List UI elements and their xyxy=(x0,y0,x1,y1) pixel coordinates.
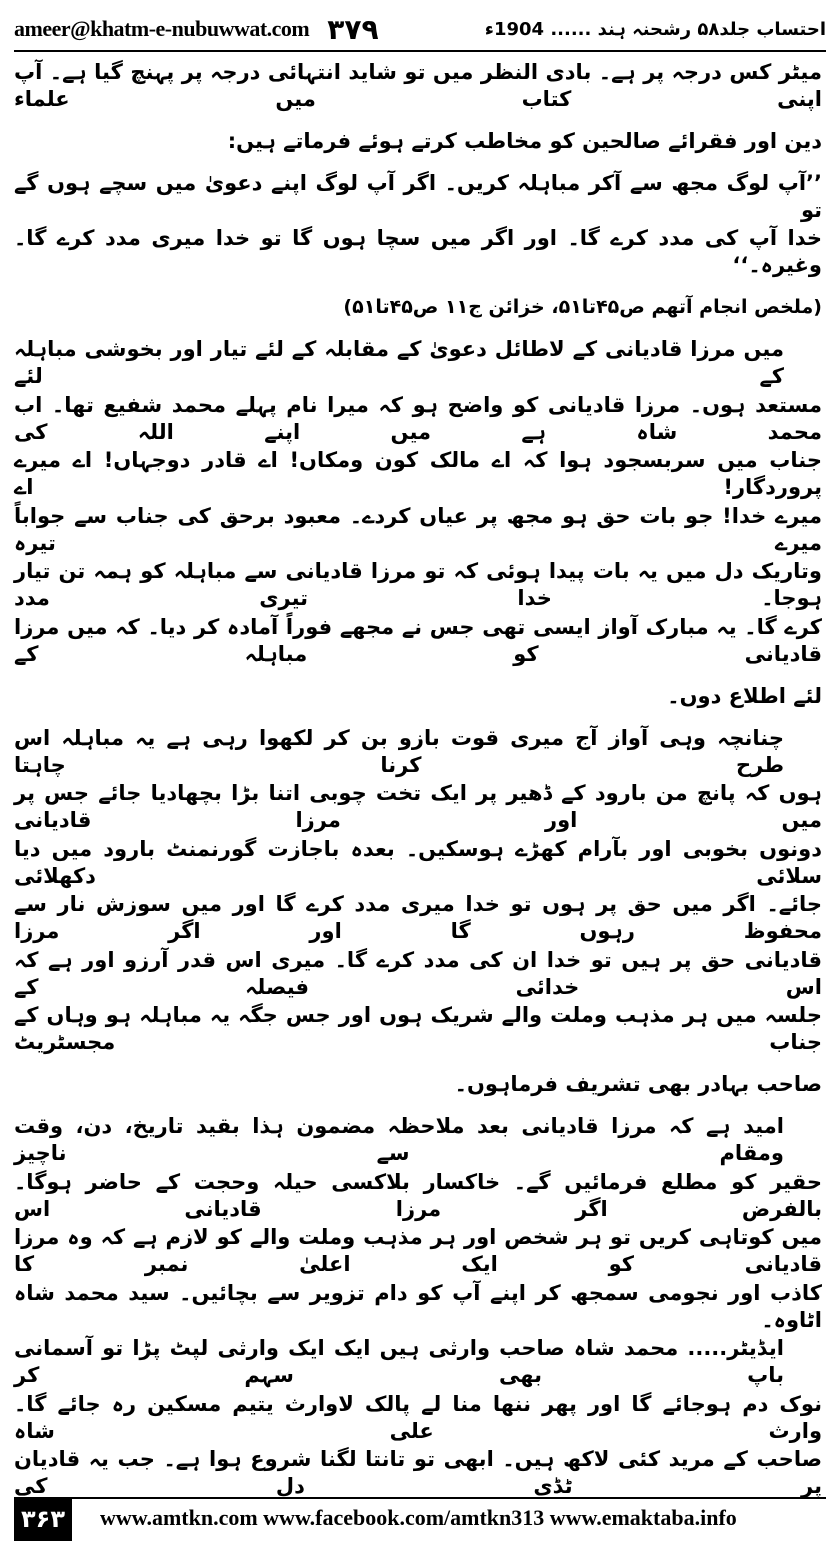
text-line-content: کرے گا۔ یہ مبارک آواز ایسی تھی جس نے مجھے فوراً آمادہ کر دیا۔ کہ میں مرزا قادیانی کو مباہلہ کے xyxy=(14,614,822,666)
text-line-content: میں مرزا قادیانی کے لاطائل دعویٰ کے مقابلہ کے لئے تیار اور بخوشی مباہلہ کے لئے xyxy=(14,337,784,389)
text-line-content: کاذب اور نجومی سمجھ کر اپنے آپ کو دام تزویر سے بچائیں۔ سید محمد شاہ اٹاوہ۔ xyxy=(14,1280,822,1332)
text-line-content: وتاریک دل میں یہ بات پیدا ہوئی کہ تو مرزا قادیانی سے مباہلہ کو ہمہ تن تیار ہوجا۔ خدا تیری مدد xyxy=(14,559,822,611)
text-line xyxy=(14,1390,822,1446)
text-line-content: صاحب بہادر بھی تشریف فرماہوں۔ xyxy=(454,1072,822,1097)
text-line xyxy=(14,502,822,558)
text-line-content: جلسہ میں ہر مذہب وملت والے شریک ہوں اور جس جگہ یہ مباہلہ ہو وہاں کے جناب مجسٹریٹ xyxy=(14,1003,822,1055)
footer-page-number: ۳۶۳ xyxy=(14,1499,72,1541)
text-line-content: ہوں کہ پانچ من بارود کے ڈھیر پر ایک تخت چوبی اتنا بڑا بچھادیا جائے جس پر میں اور مرزا قادیانی xyxy=(14,781,822,833)
text-line xyxy=(14,447,822,503)
text-line-content: امید ہے کہ مرزا قادیانی بعد ملاحظہ مضمون ہذا بقید تاریخ، دن، وقت ومقام سے ناچیز xyxy=(14,1114,784,1166)
text-line xyxy=(14,280,822,336)
text-line-content: میں کوتاہی کریں تو ہر شخص اور ہر مذہب وملت والے کو لازم ہے کہ وہ مرزا قادیانی کو ایک اعلیٰ نمبر کا xyxy=(14,1225,822,1277)
text-line xyxy=(14,891,822,947)
text-line xyxy=(14,1335,822,1391)
text-line xyxy=(14,1446,822,1502)
text-line-content: حقیر کو مطلع فرمائیں گے۔ خاکسار بلاکسی حیلہ وحجت کے حاضر ہوگا۔ بالفرض اگر مرزا قادیانی اس xyxy=(14,1169,822,1221)
text-line-content: جناب میں سربسجود ہوا کہ اے مالک کون ومکاں! اے قادر دوجہاں! اے میرے پروردگار! اے xyxy=(14,448,822,500)
text-line xyxy=(14,669,822,725)
header-page-number: ۳۷۹ xyxy=(327,12,379,46)
text-line xyxy=(14,336,822,392)
text-line xyxy=(14,780,822,836)
text-line-content: میٹر کس درجہ پر ہے۔ بادی النظر میں تو شاید انتہائی درجہ پر پہنچ گیا ہے۔ آپ اپنی کتاب میں علماء xyxy=(14,59,822,111)
text-line xyxy=(14,1279,822,1335)
text-line-content: ایڈیٹر..... محمد شاہ صاحب وارثی ہیں ایک ایک وارثی لپٹ پڑا تو آسمانی باپ بھی سہم کر xyxy=(14,1336,784,1388)
header-email: ameer@khatm-e-nubuwwat.com xyxy=(14,16,310,41)
text-line xyxy=(14,58,822,114)
text-line xyxy=(14,724,822,780)
text-line-content: خدا آپ کی مدد کرے گا۔ اور اگر میں سچا ہوں گا تو خدا میری مدد کرے گا۔ وغیرہ۔‘‘ xyxy=(14,226,822,278)
text-line xyxy=(14,225,822,281)
text-line xyxy=(14,946,822,1002)
text-line-content: دونوں بخوبی اور بآرام کھڑے ہوسکیں۔ بعدہ باجازت گورنمنٹ بارود میں دیا سلائی دکھلائی xyxy=(14,836,822,888)
text-line-content: لئے اطلاع دوں۔ xyxy=(667,683,822,708)
text-line xyxy=(14,1224,822,1280)
text-line xyxy=(14,558,822,614)
text-line xyxy=(14,114,822,170)
text-line-content: صاحب کے مرید کئی لاکھ ہیں۔ ابھی تو تانتا لگنا شروع ہوا ہے۔ جب یہ قادیان پر ٹڈی دل کی xyxy=(14,1447,822,1499)
text-line xyxy=(14,1168,822,1224)
text-line-content: قادیانی حق پر ہیں تو خدا ان کی مدد کرے گا۔ میری اس قدر آرزو اور ہے کہ اس خدائی فیصلہ کے xyxy=(14,947,822,999)
text-line xyxy=(14,1113,822,1169)
text-line-content: جائے۔ اگر میں حق پر ہوں تو خدا میری مدد کرے گا اور میں سوزش نار سے محفوظ رہوں گا اور اگر مرزا xyxy=(14,892,822,944)
page-body xyxy=(14,58,822,1501)
text-line xyxy=(14,835,822,891)
text-line-content: ’’آپ لوگ مجھ سے آکر مباہلہ کریں۔ اگر آپ لوگ اپنے دعویٰ میں سچے ہوں گے تو xyxy=(14,170,822,222)
text-line-content: نوک دم ہوجائے گا اور پھر ننھا منا لے پالک لاوارث یتیم مسکین رہ جائے گا۔ وارث علی شاہ xyxy=(14,1391,822,1443)
text-line xyxy=(14,1002,822,1058)
text-line-content: چنانچہ وہی آواز آج میری قوت بازو بن کر لکھوا رہی ہے یہ مباہلہ اس طرح کرنا چاہتا xyxy=(14,725,784,777)
text-line-content: دین اور فقرائے صالحین کو مخاطب کرتے ہوئے فرماتے ہیں: xyxy=(227,128,822,153)
text-line-content: میرے خدا! جو بات حق ہو مجھ پر عیاں کردے۔ معبود برحق کی جناب سے جواباً میرے تیرہ xyxy=(14,503,822,555)
text-line xyxy=(14,169,822,225)
text-line xyxy=(14,391,822,447)
text-line-content: (ملخص انجام آتھم ص۴۵تا۵۱، خزائن ج۱۱ ص۴۵تا۵۱) xyxy=(343,296,822,319)
header-title: احتساب جلد۵۸ رشحنہ ہند ...... 1904ء xyxy=(484,18,826,40)
footer-urls: www.amtkn.com www.facebook.com/amtkn313 www.emaktaba.info xyxy=(100,1505,737,1530)
page-footer xyxy=(14,1497,826,1539)
text-line xyxy=(14,1057,822,1113)
page-header xyxy=(14,8,826,52)
text-line xyxy=(14,613,822,669)
text-line-content: مستعد ہوں۔ مرزا قادیانی کو واضح ہو کہ میرا نام پہلے محمد شفیع تھا۔ اب محمد شاہ ہے میں اپنے اللہ کی xyxy=(14,392,822,444)
